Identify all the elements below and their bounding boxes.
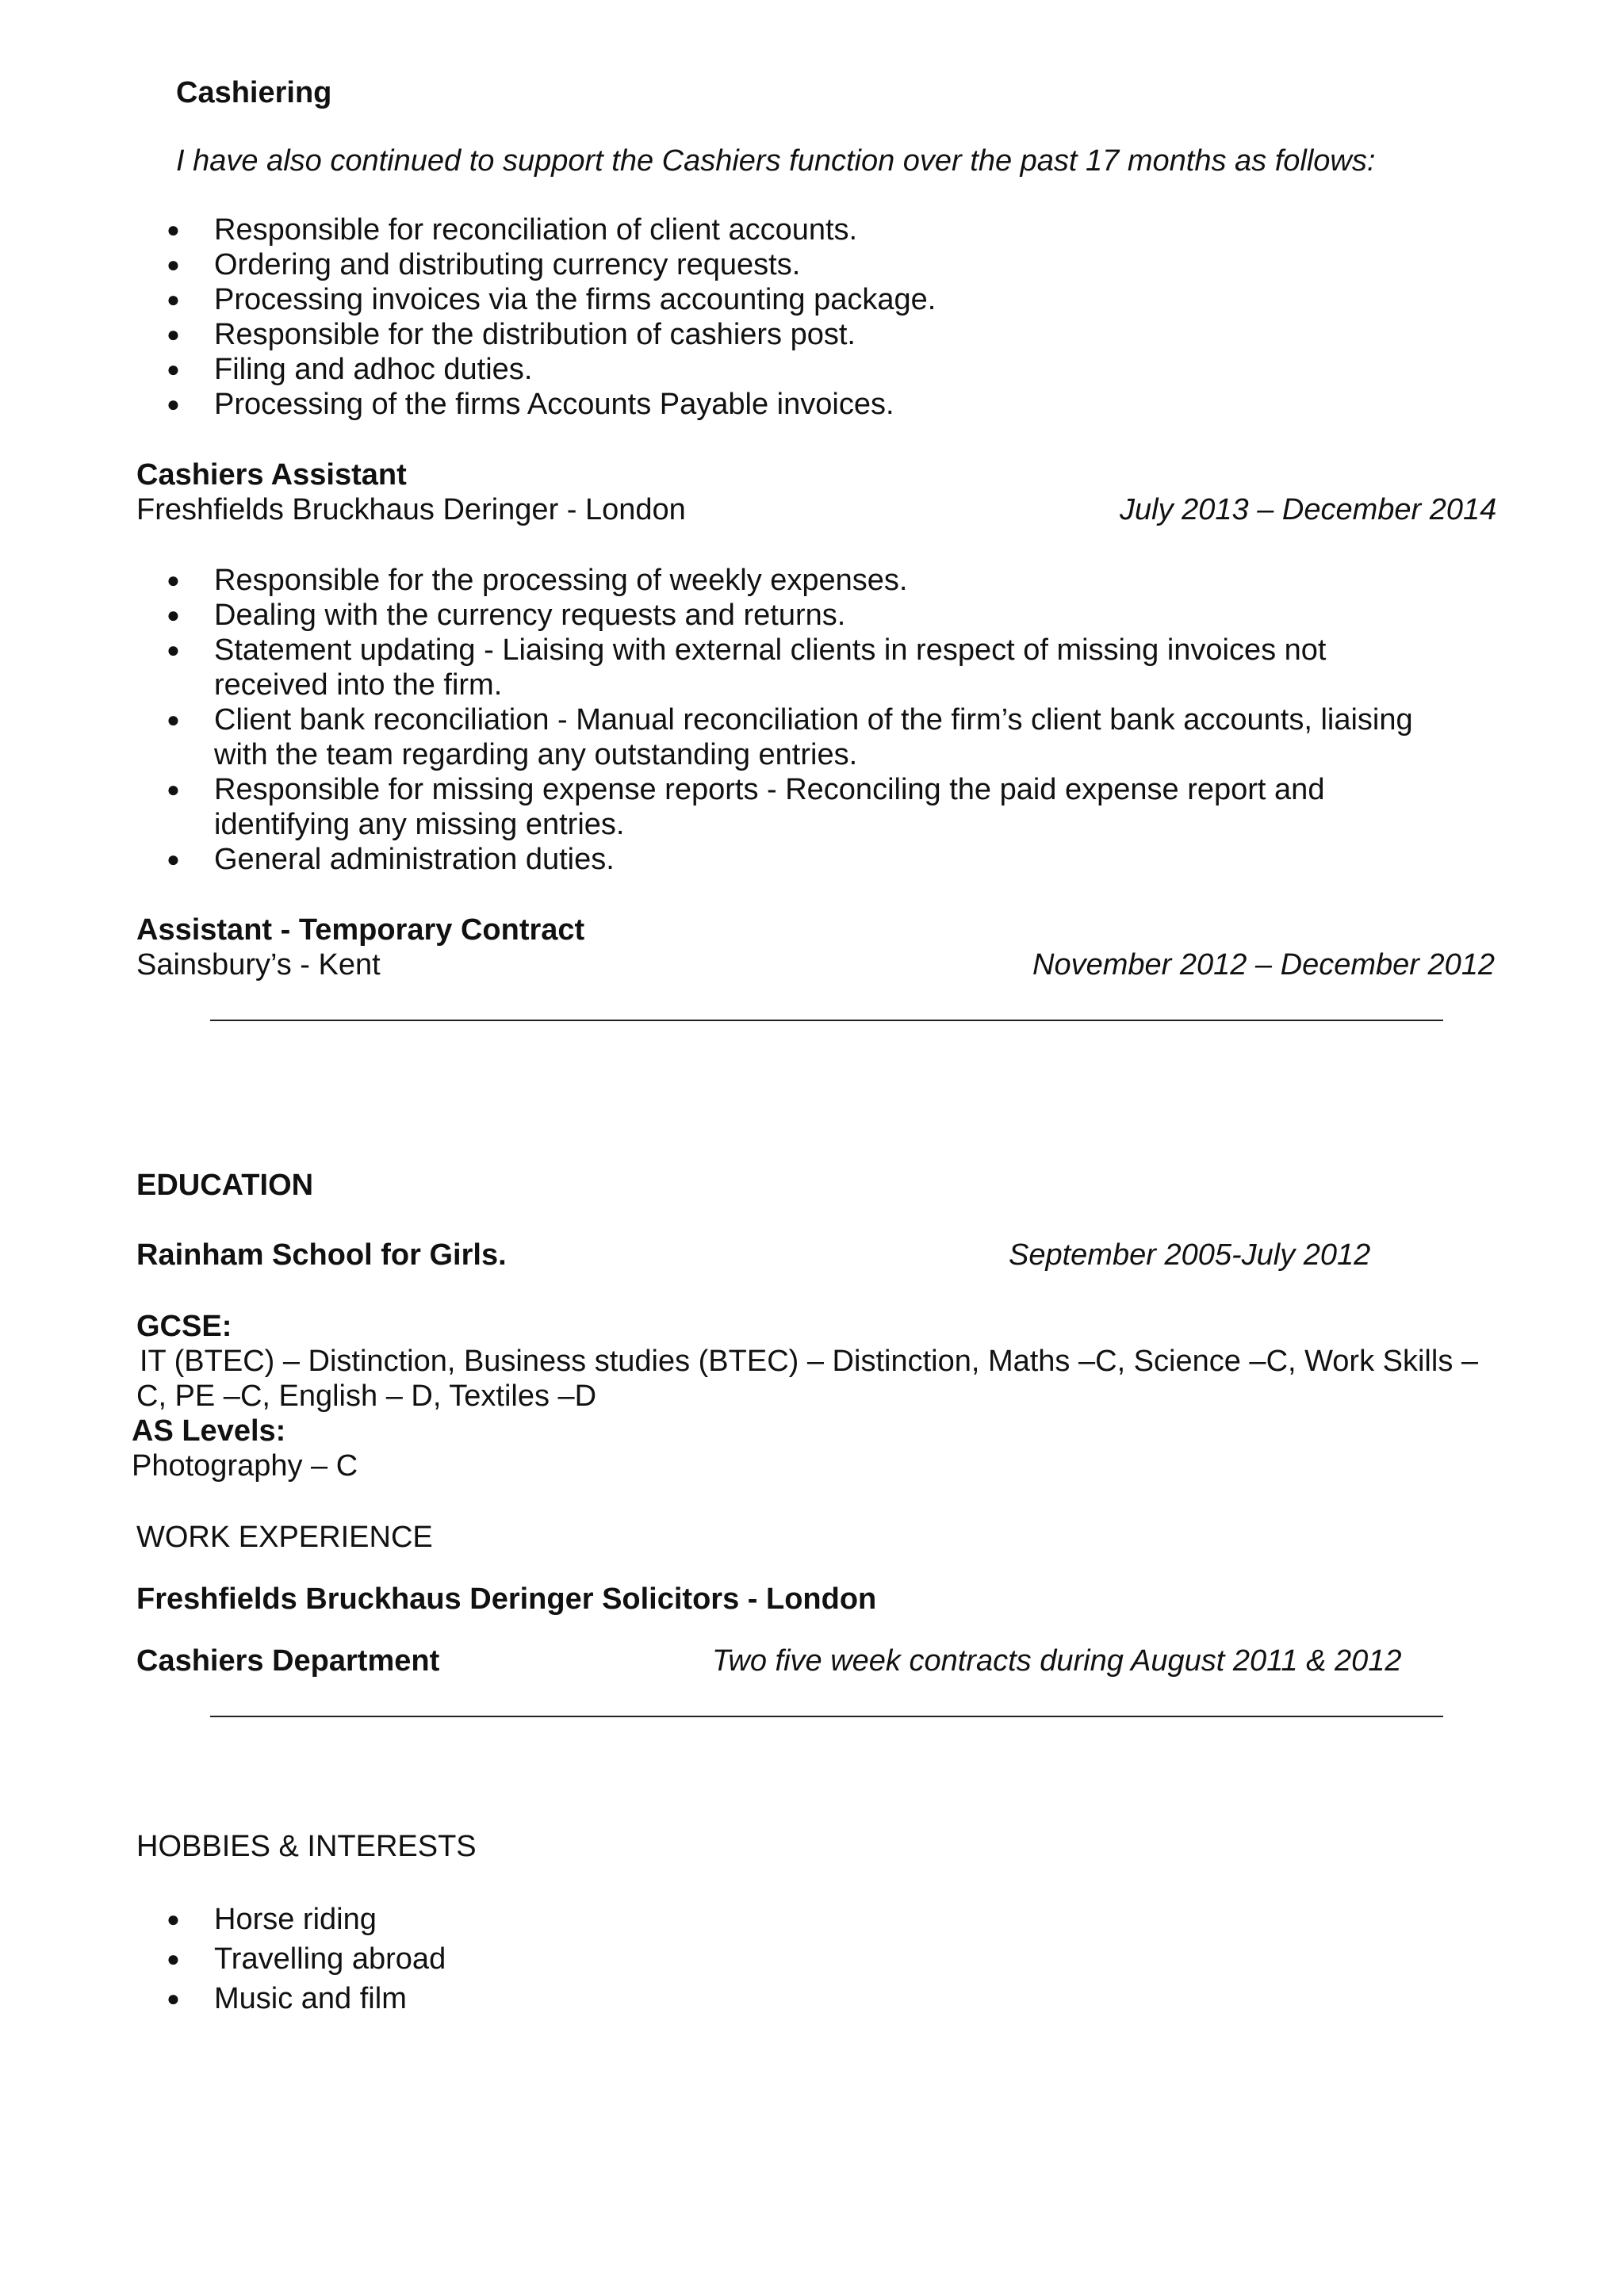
section-divider	[210, 1020, 1443, 1021]
school-dates: September 2005-July 2012	[1009, 1238, 1371, 1272]
bullet-icon: ●	[167, 322, 180, 346]
bullet-icon: ●	[167, 568, 180, 592]
school-row	[136, 1238, 1500, 1276]
bullet-icon: ●	[167, 287, 180, 312]
job-employer-row	[136, 493, 1500, 531]
list-item: ● Responsible for missing expense reports - Reconciling the paid expense report and identifying any missing entries.	[167, 773, 1325, 841]
department-name: Cashiers Department	[136, 1644, 440, 1678]
list-item: ● Client bank reconciliation - Manual reconciliation of the firm’s client bank accounts, liaising with the team regarding any outstanding entries.	[167, 703, 1413, 771]
bullet-icon: ●	[167, 392, 180, 416]
education-heading: EDUCATION	[136, 1169, 314, 1202]
list-item: ● Statement updating - Liaising with external clients in respect of missing invoices not received into the firm.	[167, 633, 1327, 702]
employer-name: Freshfields Bruckhaus Deringer - London	[136, 493, 686, 526]
job-title-temp-contract: Assistant - Temporary Contract	[136, 913, 585, 947]
job-dates: November 2012 – December 2012	[1032, 948, 1496, 982]
list-item: ● Responsible for reconciliation of client accounts.	[167, 213, 858, 247]
list-item: ● Processing of the firms Accounts Payable invoices.	[167, 388, 894, 421]
list-item: ● Music and film	[136, 1979, 1445, 2019]
cashiering-bullet-list	[136, 212, 1445, 422]
work-experience-employer: Freshfields Bruckhaus Deringer Solicitors - London	[136, 1582, 877, 1616]
list-item: ● Responsible for the distribution of cashiers post.	[167, 318, 856, 351]
list-item: ● Horse riding	[136, 1900, 1445, 1939]
bullet-icon: ●	[167, 847, 180, 871]
gcse-results-line-2: C, PE –C, English – D, Textiles –D	[136, 1380, 597, 1413]
job-employer-row	[136, 948, 1500, 986]
bullet-icon: ●	[167, 1946, 180, 1971]
bullet-icon: ●	[167, 707, 180, 732]
gcse-label: GCSE:	[136, 1310, 232, 1343]
list-item: ● Ordering and distributing currency requests.	[167, 248, 801, 281]
hobbies-heading: HOBBIES & INTERESTS	[136, 1830, 477, 1863]
job-dates: July 2013 – December 2014	[1120, 493, 1497, 526]
school-name: Rainham School for Girls.	[136, 1238, 507, 1272]
bullet-icon: ●	[167, 357, 180, 381]
list-item: ● General administration duties.	[167, 843, 615, 876]
list-item: ● Processing invoices via the firms accounting package.	[167, 283, 936, 316]
job-title-cashiers-assistant: Cashiers Assistant	[136, 458, 407, 492]
bullet-icon: ●	[167, 252, 180, 277]
bullet-icon: ●	[167, 1907, 180, 1931]
work-experience-heading: WORK EXPERIENCE	[136, 1521, 433, 1554]
gcse-results-line-1: IT (BTEC) – Distinction, Business studies (BTEC) – Distinction, Maths –C, Science –C, Work Skills –	[140, 1345, 1479, 1378]
bullet-icon: ●	[167, 217, 180, 242]
work-experience-row	[136, 1644, 1500, 1682]
bullet-icon: ●	[167, 603, 180, 627]
work-experience-dates: Two five week contracts during August 2011 & 2012	[712, 1644, 1402, 1678]
hobbies-list	[136, 1900, 1445, 2019]
cashiering-intro: I have also continued to support the Cashiers function over the past 17 months as follows:	[176, 144, 1376, 178]
bullet-icon: ●	[167, 1986, 180, 2011]
list-item: ● Responsible for the processing of weekly expenses.	[167, 564, 908, 597]
cashiers-assistant-bullet-list	[136, 563, 1445, 877]
list-item: ● Filing and adhoc duties.	[167, 353, 533, 386]
bullet-icon: ●	[167, 637, 180, 662]
list-item: ● Travelling abroad	[136, 1939, 1445, 1979]
section-divider	[210, 1716, 1443, 1717]
list-item: ● Dealing with the currency requests and returns.	[167, 599, 846, 632]
cashiering-heading: Cashiering	[176, 76, 332, 109]
as-levels-results: Photography – C	[132, 1449, 358, 1483]
as-levels-label: AS Levels:	[132, 1414, 286, 1448]
bullet-icon: ●	[167, 777, 180, 802]
employer-name: Sainsbury’s - Kent	[136, 948, 381, 982]
